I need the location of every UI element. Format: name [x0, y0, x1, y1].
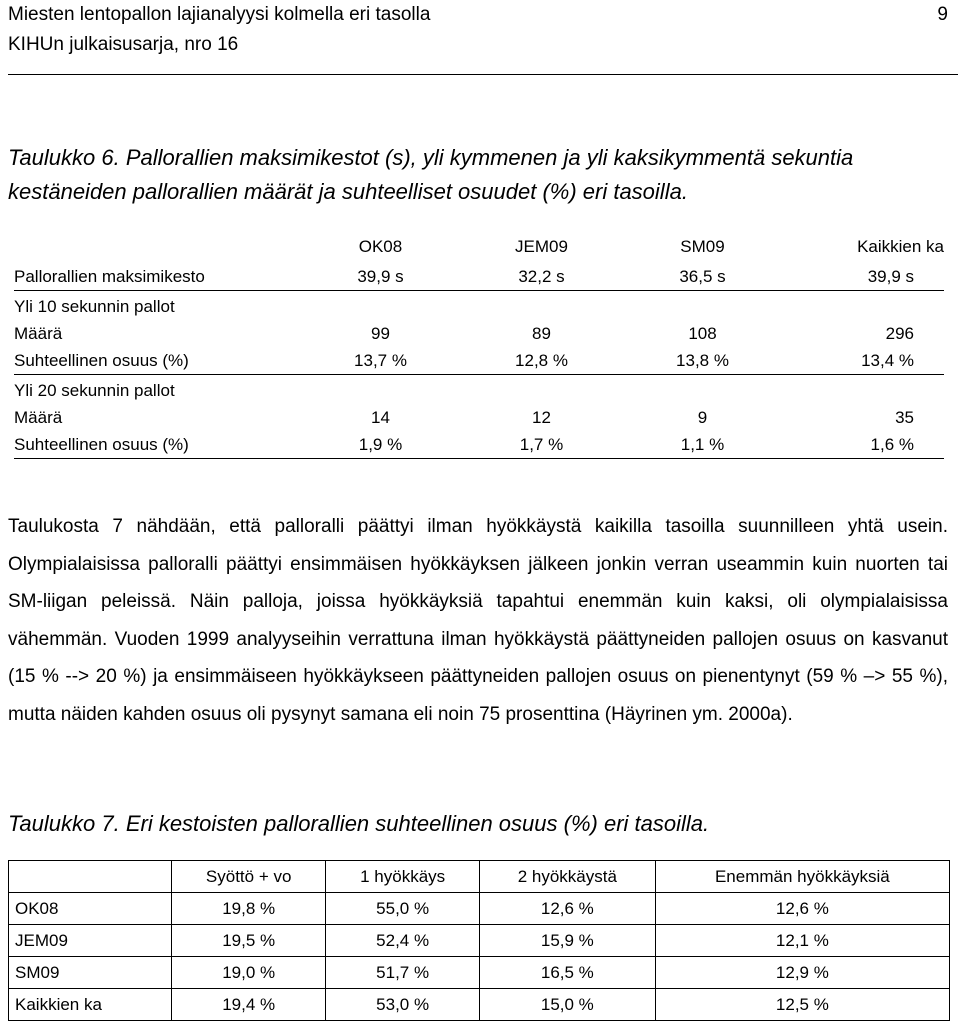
- table6-cell: [783, 291, 944, 375]
- table-row: [9, 957, 950, 989]
- share-value: 12,8 %: [515, 351, 568, 370]
- table-cell: 12,6 %: [655, 893, 949, 925]
- table6-group-10s: [14, 291, 944, 375]
- table6-row-label: Pallorallien maksimikesto: [14, 260, 300, 291]
- table-cell: 53,0 %: [326, 989, 480, 1021]
- table-cell: 12,6 %: [479, 893, 655, 925]
- count-value: 35: [895, 408, 914, 427]
- table6-cell: 36,5 s: [622, 260, 783, 291]
- table6-col-total: Kaikkien ka: [857, 237, 944, 256]
- table6-cell: 39,9 s: [783, 260, 944, 291]
- table6-cell: [461, 375, 622, 459]
- table-cell: 52,4 %: [326, 925, 480, 957]
- table6-group-label: [14, 291, 300, 375]
- table-row: [9, 925, 950, 957]
- table6-cell: [461, 291, 622, 375]
- table6: [14, 229, 944, 459]
- count-value: 9: [697, 408, 708, 427]
- group-title: Yli 20 sekunnin pallot: [14, 381, 175, 400]
- table7-caption: Taulukko 7. Eri kestoisten pallorallien suhteellinen osuus (%) eri tasoilla.: [8, 811, 710, 836]
- page-header: [8, 0, 958, 60]
- table6-col-jem09: JEM09: [515, 237, 568, 256]
- table6-cell: [622, 291, 783, 375]
- table6-col-sm09: SM09: [680, 237, 725, 256]
- table-row: [9, 989, 950, 1021]
- table6-caption-line2: kestäneiden pallorallien määrät ja suhteelliset osuudet (%) eri tasoilla.: [8, 179, 688, 204]
- table-cell: 15,9 %: [479, 925, 655, 957]
- count-label: Määrä: [14, 408, 63, 427]
- table6-group-label: [14, 375, 300, 459]
- table7-header-blank: [9, 861, 172, 893]
- table-cell: 19,8 %: [172, 893, 326, 925]
- table-cell: 19,4 %: [172, 989, 326, 1021]
- table6-cell: [622, 375, 783, 459]
- share-value: 1,1 %: [680, 435, 725, 454]
- table-cell: 12,9 %: [655, 957, 949, 989]
- table6-cell: [300, 375, 461, 459]
- row-name: OK08: [9, 893, 172, 925]
- table-cell: 12,5 %: [655, 989, 949, 1021]
- share-value: 1,9 %: [358, 435, 403, 454]
- table7-col-more-attacks: Enemmän hyökkäyksiä: [655, 861, 949, 893]
- table7: [8, 860, 950, 1021]
- header-title: Miesten lentopallon lajianalyysi kolmella eri tasolla: [8, 4, 431, 25]
- count-value: 14: [371, 408, 390, 427]
- table6-cell: [783, 375, 944, 459]
- count-label: Määrä: [14, 324, 63, 343]
- share-value: 13,8 %: [676, 351, 729, 370]
- share-label: Suhteellinen osuus (%): [14, 435, 189, 454]
- count-value: 108: [688, 324, 717, 343]
- share-value: 1,6 %: [870, 435, 914, 454]
- table6-row-max: [14, 260, 944, 291]
- table7-col-2-attacks: 2 hyökkäystä: [479, 861, 655, 893]
- table-cell: 19,0 %: [172, 957, 326, 989]
- table-row: [9, 893, 950, 925]
- row-name: Kaikkien ka: [9, 989, 172, 1021]
- row-name: JEM09: [9, 925, 172, 957]
- header-rule: [8, 74, 958, 75]
- table6-caption-line1: Taulukko 6. Pallorallien maksimikestot (s), yli kymmenen ja yli kaksikymmentä sekuntia: [8, 145, 854, 170]
- table6-caption: [8, 141, 853, 209]
- share-value: 13,7 %: [354, 351, 407, 370]
- group-title: Yli 10 sekunnin pallot: [14, 297, 175, 316]
- table-cell: 12,1 %: [655, 925, 949, 957]
- page-number: 9: [937, 4, 948, 25]
- table6-cell: 39,9 s: [300, 260, 461, 291]
- header-series: KIHUn julkaisusarja, nro 16: [8, 34, 239, 55]
- share-label: Suhteellinen osuus (%): [14, 351, 189, 370]
- table-cell: 55,0 %: [326, 893, 480, 925]
- table6-group-20s: [14, 375, 944, 459]
- share-value: 1,7 %: [519, 435, 564, 454]
- count-value: 296: [885, 324, 914, 343]
- table7-header-row: [9, 861, 950, 893]
- table-cell: 15,0 %: [479, 989, 655, 1021]
- table6-header-row: [14, 229, 944, 260]
- table6-col-ok08: OK08: [358, 237, 403, 256]
- row-name: SM09: [9, 957, 172, 989]
- table6-cell: [300, 291, 461, 375]
- body-paragraph: Taulukosta 7 nähdään, että palloralli päättyi ilman hyökkäystä kaikilla tasoilla suunnilleen yhtä usein. Olympialaisissa palloralli päättyi ensimmäisen hyökkäyksen jälkeen jonkin verran useammin kuin nuorten tai SM-liigan peleissä. Näin palloja, joissa hyökkäyksiä tapahtui enemmän kuin kaksi, oli olympialaisissa vähemmän. Vuoden 1999 analyyseihin verrattuna ilman hyökkäystä päättyneiden pallojen osuus on kasvanut (15 % --> 20 %) ja ensimmäiseen hyökkäykseen päättyneiden pallojen osuus on pienentynyt (59 % –> 55 %), mutta näiden kahden osuus oli pysynyt samana eli noin 75 prosenttina (Häyrinen ym. 2000a).: [8, 516, 948, 725]
- share-value: 13,4 %: [861, 351, 914, 370]
- table-cell: 16,5 %: [479, 957, 655, 989]
- table6-header-blank: [14, 229, 300, 260]
- count-value: 12: [532, 408, 551, 427]
- count-value: 89: [532, 324, 551, 343]
- table7-col-1-attack: 1 hyökkäys: [326, 861, 480, 893]
- table6-cell: 32,2 s: [461, 260, 622, 291]
- table-cell: 19,5 %: [172, 925, 326, 957]
- table-cell: 51,7 %: [326, 957, 480, 989]
- table7-col-serve: Syöttö + vo: [172, 861, 326, 893]
- count-value: 99: [371, 324, 390, 343]
